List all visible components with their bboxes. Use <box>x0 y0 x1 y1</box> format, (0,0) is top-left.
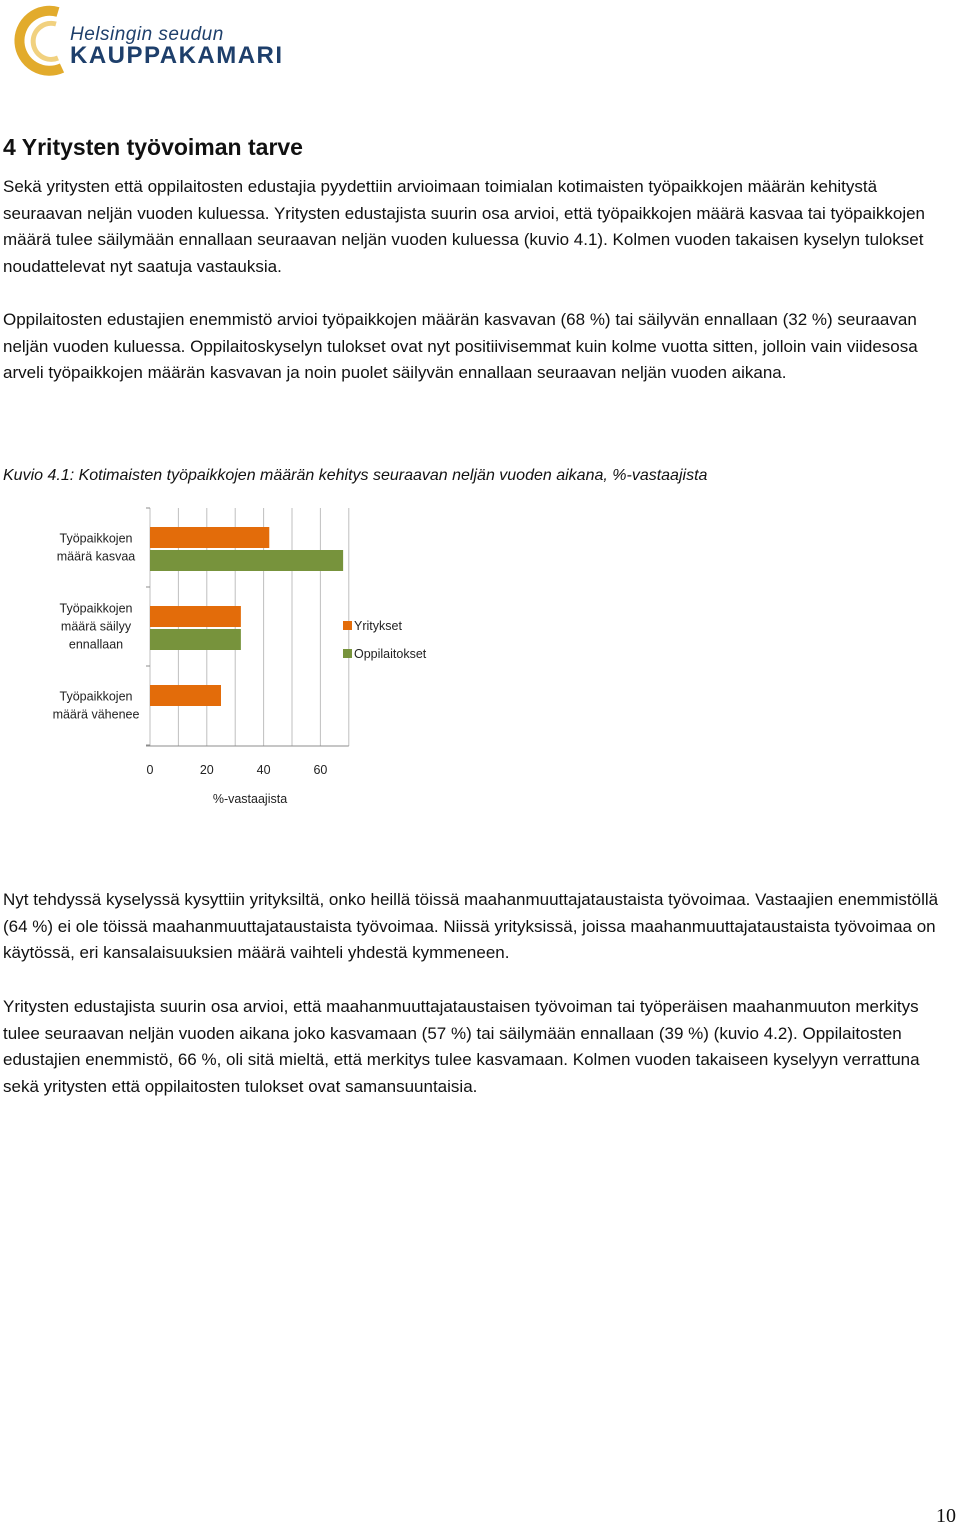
legend-swatch <box>343 649 352 658</box>
category-label-line: Työpaikkojen <box>59 601 133 616</box>
x-tick-label: 0 <box>146 763 154 777</box>
chamber-logo <box>4 2 284 82</box>
category-label-line: Työpaikkojen <box>59 531 133 546</box>
legend-label: Oppilaitokset <box>354 647 427 661</box>
paragraph-immigration-outlook: Yritysten edustajista suurin osa arvioi, että maahanmuuttajataustaisen työvoiman tai työperäisen maahanmuuton merkitys tulee seuraavan neljän vuoden aikana joko kasvamaan (57 %) tai säilymään ennallaan (39 %) (kuvio 4.2). Oppilaitosten edustajien enemmistö, 66 %, oli sitä mieltä, että merkitys tulee kasvamaan. Kolmen vuoden takaiseen kyselyyn verrattuna sekä yritysten että oppilaitosten tulokset ovat samansuuntaisia. <box>3 997 920 1097</box>
x-tick-label: 60 <box>313 763 328 777</box>
category-label-line: määrä kasvaa <box>56 549 136 564</box>
paragraph-intro: Sekä yritysten että oppilaitosten edustajia pyydettiin arvioimaan toimialan kotimaisten työpaikkojen määrän kehitystä seuraavan neljän vuoden kuluessa. Yritysten edustajista suurin osa arvioi, että työpaikkojen määrä kasvaa tai työpaikkojen määrä tulee säilymään ennallaan seuraavan neljän vuoden kuluessa (kuvio 4.1). Kolmen vuoden takaisen kyselyn tulokset noudattelevat nyt saatuja vastauksia. <box>3 177 926 277</box>
bar-yritykset <box>150 527 269 548</box>
category-label-line: määrä vähenee <box>52 707 140 722</box>
bar-chart-svg <box>0 500 480 820</box>
category-label <box>60 602 133 652</box>
bar-chart <box>0 500 480 820</box>
paragraph-schools: Oppilaitosten edustajien enemmistö arvioi työpaikkojen määrän kasvavan (68 %) tai säilyvän ennallaan (32 %) seuraavan neljän vuoden kuluessa. Oppilaitoskyselyn tulokset ovat nyt positiivisemmat kuin kolme vuotta sitten, jolloin vain viidesosa arveli työpaikkojen määrän kasvavan ja noin puolet säilyvän ennallaan seuraavan neljän vuoden aikana. <box>3 310 918 383</box>
bar-oppilaitokset <box>150 629 241 650</box>
category-label <box>53 690 140 722</box>
logo-text-bottom: KAUPPAKAMARI <box>70 42 284 69</box>
logo-text-top: Helsingin seudun <box>70 24 224 45</box>
bar-yritykset <box>150 606 241 627</box>
x-axis-title: %-vastaajista <box>212 792 288 806</box>
category-label-line: Työpaikkojen <box>59 689 133 704</box>
category-label-line: ennallaan <box>68 637 124 652</box>
paragraph-immigrant-workforce: Nyt tehdyssä kyselyssä kysyttiin yrityksiltä, onko heillä töissä maahanmuuttajataustaista työvoimaa. Vastaajien enemmistöllä (64 %) ei ole töissä maahanmuuttajataustaista työvoimaa. Niissä yrityksissä, joissa maahanmuuttajataustaista työvoimaa on käytössä, eri kansalaisuuksien määrä vaihteli yhdestä kymmeneen. <box>3 890 939 963</box>
category-label-line: määrä säilyy <box>60 619 132 634</box>
legend-label: Yritykset <box>354 619 402 633</box>
category-label <box>57 532 136 564</box>
figure-caption: Kuvio 4.1: Kotimaisten työpaikkojen määrän kehitys seuraavan neljän vuoden aikana, %-vastaajista <box>3 467 708 484</box>
page-number: 10 <box>936 1505 956 1527</box>
legend-swatch <box>343 621 352 630</box>
section-title: 4 Yritysten työvoiman tarve <box>3 134 303 160</box>
bar-oppilaitokset <box>150 550 343 571</box>
x-tick-label: 20 <box>199 763 214 777</box>
bar-yritykset <box>150 685 221 706</box>
x-tick-label: 40 <box>256 763 271 777</box>
logo-ring-icon <box>4 2 74 82</box>
